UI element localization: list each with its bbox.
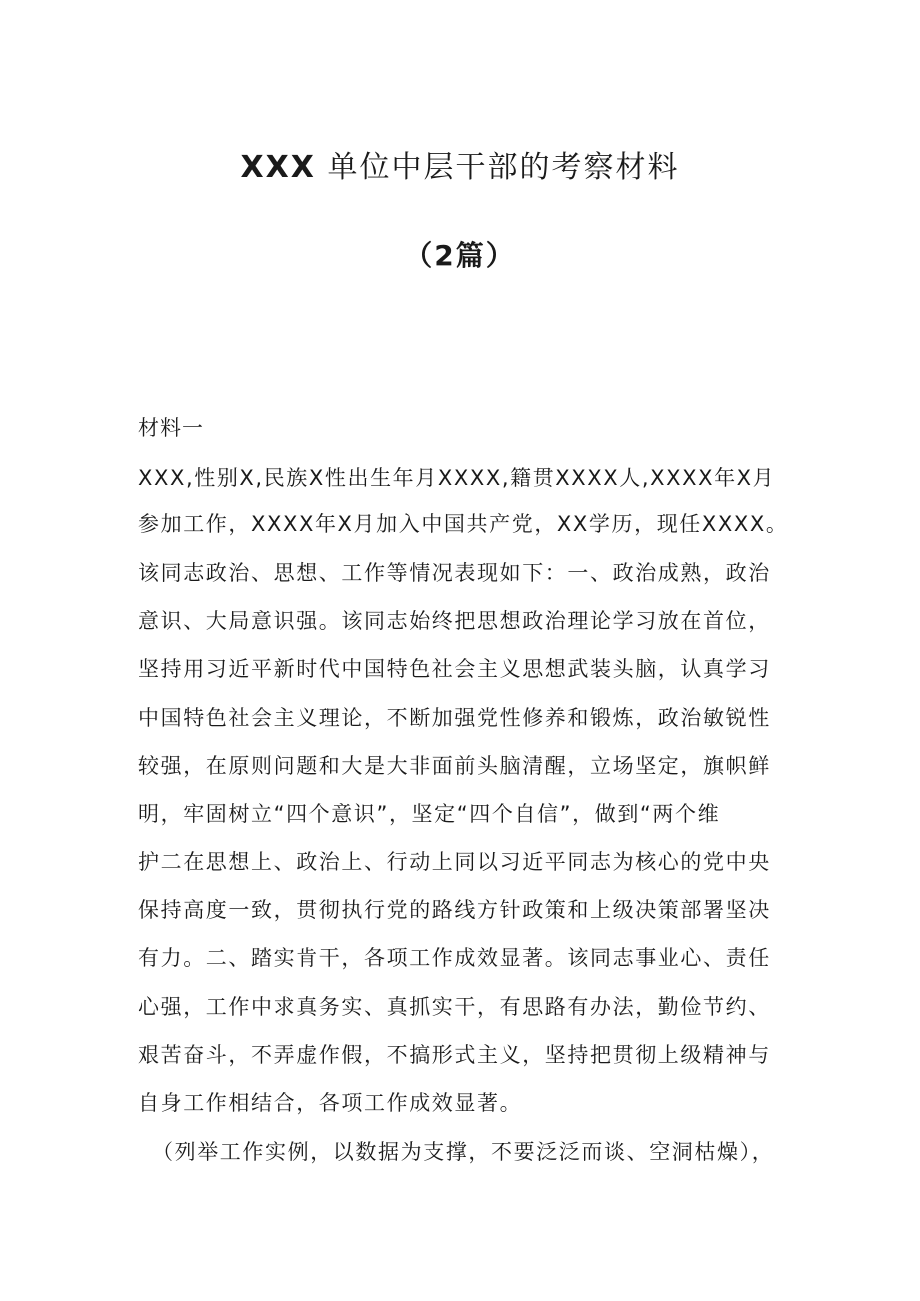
body-line: 有力。二、踏实肯干，各项工作成效显著。该同志事业心、责任 xyxy=(138,946,771,970)
body-line: 参加工作，XXXX年X月加入中国共产党，XX学历，现任XXXX。 xyxy=(138,512,789,536)
title-code: XXX xyxy=(240,150,316,185)
body-line: 自身工作相结合，各项工作成效显著。 xyxy=(138,1091,523,1115)
body-line: 保持高度一致，贯彻执行党的路线方针政策和上级决策部署坚决 xyxy=(138,898,771,922)
body-line: 心强，工作中求真务实、真抓实干，有思路有办法，勤俭节约、 xyxy=(138,995,771,1019)
body-line: XXX,性别X,民族X性出生年月XXXX,籍贯XXXX人,XXXX年X月 xyxy=(138,466,776,490)
title-text: 单位中层干部的考察材料 xyxy=(327,150,680,185)
body-line: 护二在思想上、政治上、行动上同以习近平同志为核心的党中央 xyxy=(138,850,771,874)
body-line: 该同志政治、思想、工作等情况表现如下：一、政治成熟，政治 xyxy=(138,561,771,585)
body-line: 明，牢固树立“四个意识”，坚定“四个自信”，做到“两个维 xyxy=(138,802,721,826)
body-line: 较强，在原则问题和大是大非面前头脑清醒，立场坚定，旗帜鲜 xyxy=(138,754,771,778)
body-line: 意识、大局意识强。该同志始终把思想政治理论学习放在首位， xyxy=(138,609,771,633)
note-line: （列举工作实例，以数据为支撑，不要泛泛而谈、空洞枯燥）， xyxy=(152,1140,775,1164)
body-line: 坚持用习近平新时代中国特色社会主义思想武装头脑，认真学习 xyxy=(138,657,771,681)
document-subtitle: （2篇） xyxy=(404,239,516,272)
section-label: 材料一 xyxy=(138,416,204,440)
document-title xyxy=(0,148,920,188)
body-line: 中国特色社会主义理论，不断加强党性修养和锻炼，政治敏锐性 xyxy=(138,706,771,730)
body-line: 艰苦奋斗，不弄虚作假，不搞形式主义，坚持把贯彻上级精神与 xyxy=(138,1043,771,1067)
